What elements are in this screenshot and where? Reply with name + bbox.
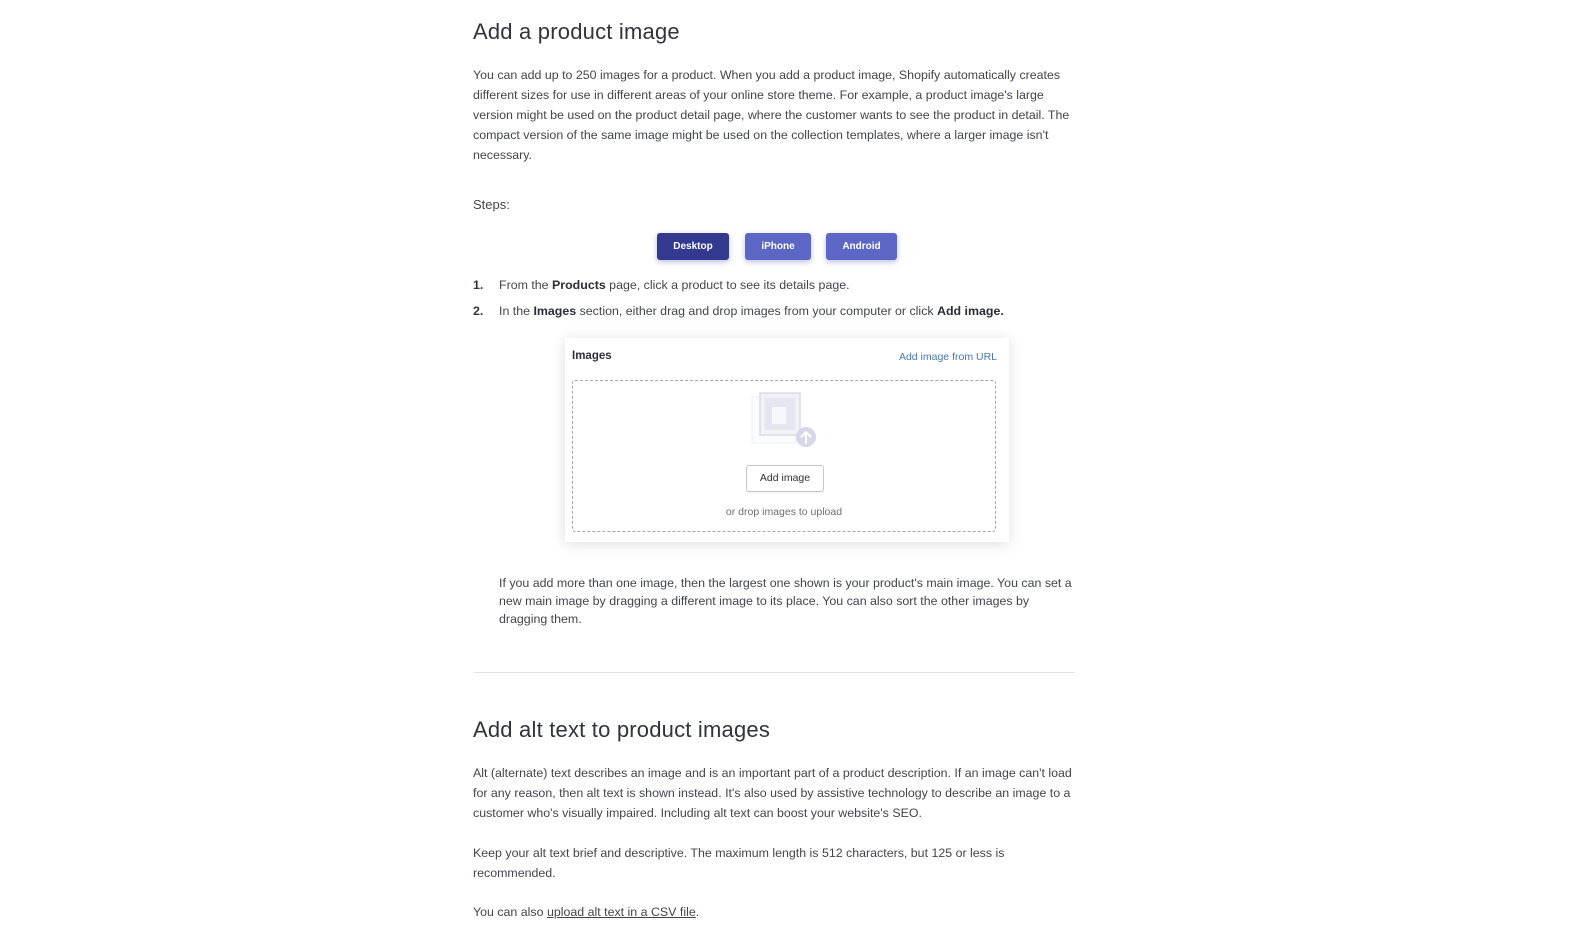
drop-hint-text: or drop images to upload — [725, 506, 843, 518]
step-text: From the Products page, click a product to see its details page. — [499, 278, 850, 292]
step-number: 1. — [473, 278, 484, 292]
tab-android[interactable]: Android — [826, 233, 897, 260]
add-image-from-url-link[interactable]: Add image from URL — [898, 351, 997, 363]
step-number: 2. — [473, 304, 484, 318]
main-image-note: If you add more than one image, then the largest one shown is your product's main image. You can set a new main image by dragging a different image to its place. You can also sort the other images by dragging them. — [499, 576, 1072, 626]
alt-text-paragraph-2: Keep your alt text brief and descriptive. The maximum length is 512 characters, but 125 or less is recommended. — [473, 846, 1005, 880]
image-upload-icon — [750, 391, 820, 451]
intro-paragraph: You can add up to 250 images for a product. When you add a product image, Shopify automatically creates different sizes for use in different areas of your online store theme. For example, a product image's large version might be used on the product detail page, where the customer wants to see the product in detail. The compact version of the same image might be used on the collection templates, where a larger image isn't necessary. — [473, 68, 1070, 162]
alt-text-paragraph-3: You can also upload alt text in a CSV file. — [473, 905, 700, 919]
add-image-button[interactable]: Add image — [746, 465, 824, 492]
images-card-title: Images — [572, 350, 612, 362]
tab-iphone[interactable]: iPhone — [745, 233, 811, 260]
products-emphasis: Products — [552, 278, 606, 292]
steps-label: Steps: — [473, 197, 510, 212]
section-heading-alt-text: Add alt text to product images — [473, 717, 771, 742]
add-image-emphasis: Add image — [937, 304, 1001, 318]
alt-text-paragraph-1: Alt (alternate) text describes an image and is an important part of a product description. If an image can't load for any reason, then alt text is shown instead. It's also used by assistive technology to describe an image to a customer who's visually impaired. Including alt text can boost your website's SEO. — [473, 766, 1072, 820]
images-emphasis: Images — [533, 304, 577, 318]
upload-alt-text-csv-link[interactable]: upload alt text in a CSV file — [546, 905, 696, 919]
images-card-screenshot — [565, 338, 1009, 542]
image-dropzone[interactable] — [572, 380, 996, 532]
section-divider — [473, 672, 1075, 673]
tab-desktop[interactable]: Desktop — [657, 233, 729, 260]
step-text: In the Images section, either drag and drop images from your computer or click Add image. — [499, 304, 1004, 318]
section-heading-add-product-image: Add a product image — [473, 19, 680, 44]
